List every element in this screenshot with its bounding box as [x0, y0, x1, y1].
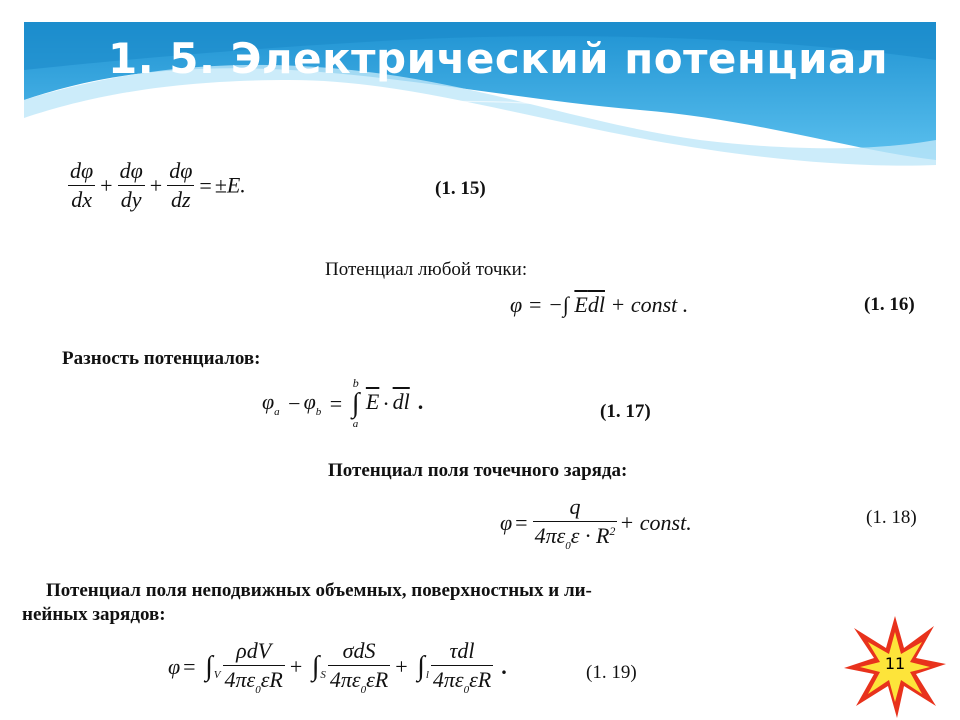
- wave-decoration: [0, 0, 960, 170]
- page-number: 11: [884, 654, 906, 673]
- equation-1-15: $\frac{d\varphi}{dx}$ + $\frac{d\varphi}{dy}$ + $\frac{d\varphi}{dz}$ = ±E.: [70, 158, 246, 212]
- caption-1-18: Потенциал поля точечного заряда:: [328, 460, 628, 481]
- caption-1-16: Потенциал любой точки:: [325, 259, 528, 280]
- equation-number-1-18: (1. 18): [866, 507, 917, 528]
- header-banner: [0, 0, 960, 170]
- equation-1-17: $\varphi_a - \varphi_b$ = b ∫ a $\overline{E} \cdot \overline{dl}$ .: [262, 376, 424, 430]
- equation-1-18: φ = $\frac{q}{4\pi\varepsilon_0\varepsilon \cdot R^2}$ + const.: [500, 494, 692, 552]
- equation-1-16: φ = −∫ $\overline{E}\overline{dl}$ + const .: [510, 292, 689, 317]
- caption-1-19-line1: Потенциал поля неподвижных объемных, поверхностных и ли-: [46, 580, 592, 601]
- equation-number-1-19: (1. 19): [586, 662, 637, 683]
- equation-number-1-16: (1. 16): [864, 294, 915, 315]
- equation-number-1-15: (1. 15): [435, 178, 486, 199]
- equation-number-1-17: (1. 17): [600, 401, 651, 422]
- caption-1-17: Разность потенциалов:: [62, 348, 261, 369]
- page-title: 1. 5. Электрический потенциал: [108, 34, 889, 83]
- equation-1-19: $\varphi = \int_V$ $\frac{\text{ρdV}}{4\pi\varepsilon_0\varepsilon R}$ + $\int_S$ $\frac{\text{σdS}}{4\pi\varepsilon_0\varepsilon R}$ + $\int_l$ $\frac{\text{τdl}}{4\pi\varepsilon_0\varepsilon R}$ .: [168, 638, 507, 696]
- caption-1-19-line2: нейных зарядов:: [22, 604, 166, 625]
